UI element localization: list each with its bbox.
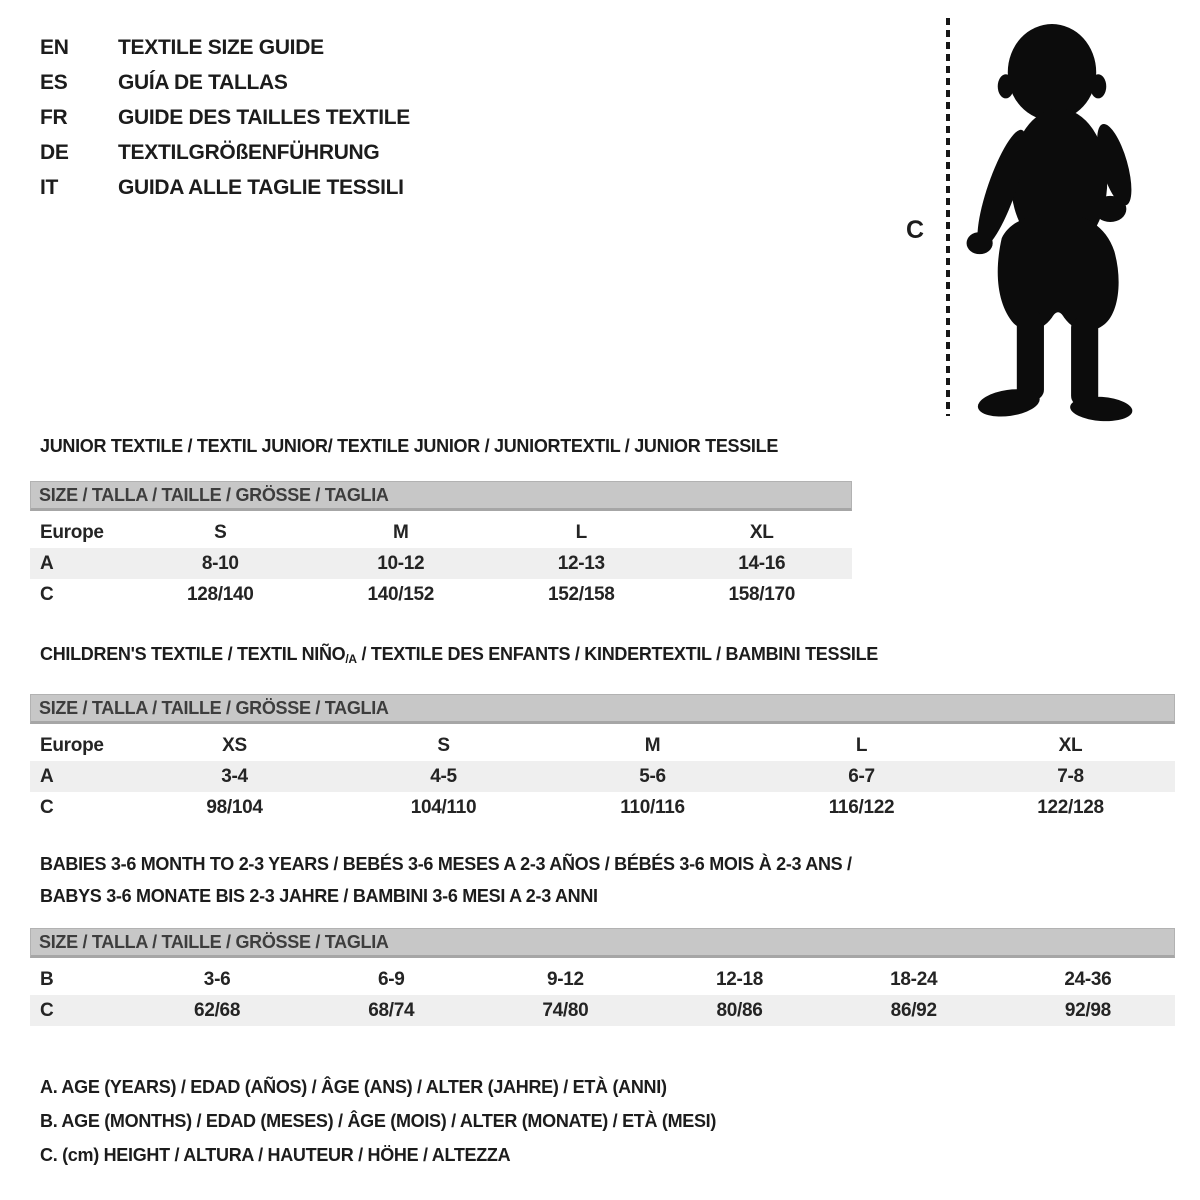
lang-title: GUÍA DE TALLAS — [118, 70, 288, 94]
title-text: CHILDREN'S TEXTILE / TEXTIL NIÑO — [40, 644, 346, 664]
legend-age-years: A. AGE (YEARS) / EDAD (AÑOS) / ÂGE (ANS) / ALTER (JAHRE) / ETÀ (ANNI) — [40, 1077, 667, 1097]
value-cell: 12-18 — [715, 968, 764, 990]
value-cell: 92/98 — [1064, 999, 1111, 1021]
value-cell: 7-8 — [1057, 765, 1084, 787]
section-title — [40, 848, 1175, 912]
title-line-1: BABIES 3-6 MONTH TO 2-3 YEARS / BEBÉS 3-6 MESES A 2-3 AÑOS / BÉBÉS 3-6 MOIS À 2-3 ANS / — [40, 854, 852, 874]
size-table — [30, 964, 1175, 1026]
row-label-cell: A — [40, 552, 54, 574]
title-subscript: /A — [345, 652, 357, 666]
toddler-silhouette-icon — [962, 12, 1146, 424]
value-cell: 128/140 — [186, 583, 254, 605]
lang-code: EN — [40, 35, 69, 59]
value-cell: 62/68 — [194, 999, 241, 1021]
section-babies-textile — [30, 848, 1175, 1026]
value-cell: 110/116 — [620, 796, 685, 818]
lang-title: TEXTILE SIZE GUIDE — [118, 35, 324, 59]
value-cell: XL — [749, 521, 774, 543]
children-size-table-holder — [30, 730, 1175, 823]
columns-header-row — [30, 730, 1175, 761]
value-cell: 12-13 — [557, 552, 605, 574]
value-cell: M — [392, 521, 409, 543]
lang-title: TEXTILGRÖßENFÜHRUNG — [118, 140, 380, 164]
table-row — [30, 548, 852, 579]
lang-row-it — [40, 170, 410, 205]
title-text: / TEXTILE DES ENFANTS / KINDERTEXTIL / BAMBINI TESSILE — [356, 644, 878, 664]
size-header-band: SIZE / TALLA / TAILLE / GRÖSSE / TAGLIA — [30, 481, 852, 511]
value-cell: 9-12 — [546, 968, 584, 990]
value-cell: 24-36 — [1064, 968, 1112, 990]
value-cell: S — [437, 734, 450, 756]
height-measure-dashed-line — [946, 18, 950, 416]
table-row — [30, 964, 1175, 995]
row-label-cell: C — [40, 999, 54, 1021]
size-header-band: SIZE / TALLA / TAILLE / GRÖSSE / TAGLIA — [30, 694, 1175, 724]
value-cell: 3-4 — [221, 765, 248, 787]
size-header-band: SIZE / TALLA / TAILLE / GRÖSSE / TAGLIA — [30, 928, 1175, 958]
value-cell: 98/104 — [206, 796, 263, 818]
legend-height-cm: C. (cm) HEIGHT / ALTURA / HAUTEUR / HÖHE / ALTEZZA — [40, 1145, 511, 1165]
value-cell: 122/128 — [1037, 796, 1104, 818]
value-cell: 8-10 — [201, 552, 239, 574]
value-cell: 4-5 — [430, 765, 457, 787]
table-row — [30, 579, 852, 610]
value-cell: 10-12 — [377, 552, 425, 574]
measure-label-c: C — [906, 216, 924, 244]
table-row — [30, 792, 1175, 823]
row-label-cell: A — [40, 765, 54, 787]
value-cell: 74/80 — [542, 999, 589, 1021]
section-title — [40, 643, 1175, 670]
value-cell: 5-6 — [639, 765, 666, 787]
row-label-cell: B — [40, 968, 54, 990]
language-header — [40, 30, 410, 205]
value-cell: 3-6 — [203, 968, 231, 990]
value-cell: 80/86 — [716, 999, 763, 1021]
lang-code: IT — [40, 175, 59, 199]
legend — [40, 1072, 716, 1174]
value-cell: 86/92 — [890, 999, 937, 1021]
size-table — [30, 730, 1175, 823]
lang-row-de — [40, 135, 410, 170]
value-cell: XS — [222, 734, 247, 756]
value-cell: 68/74 — [368, 999, 415, 1021]
legend-age-months: B. AGE (MONTHS) / EDAD (MESES) / ÂGE (MOIS) / ALTER (MONATE) / ETÀ (MESI) — [40, 1111, 717, 1131]
value-cell: 158/170 — [728, 583, 796, 605]
value-cell: 6-9 — [377, 968, 405, 990]
lang-title: GUIDA ALLE TAGLIE TESSILI — [118, 175, 404, 199]
row-label-cell: C — [40, 796, 54, 818]
junior-size-table-holder — [30, 517, 852, 610]
section-junior-textile — [30, 435, 852, 610]
value-cell: 6-7 — [848, 765, 875, 787]
value-cell: L — [855, 734, 868, 756]
table-row — [30, 995, 1175, 1026]
size-table — [30, 517, 852, 610]
title-line-2: BABYS 3-6 MONATE BIS 2-3 JAHRE / BAMBINI 3-6 MESI A 2-3 ANNI — [40, 886, 598, 906]
lang-code: DE — [40, 140, 69, 164]
value-cell: 152/158 — [547, 583, 615, 605]
lang-code: ES — [40, 70, 68, 94]
section-title: JUNIOR TEXTILE / TEXTIL JUNIOR/ TEXTILE JUNIOR / JUNIORTEXTIL / JUNIOR TESSILE — [40, 436, 779, 456]
row-label-cell: Europe — [40, 734, 104, 756]
value-cell: 116/122 — [828, 796, 895, 818]
value-cell: 104/110 — [410, 796, 477, 818]
value-cell: XL — [1058, 734, 1083, 756]
value-cell: M — [644, 734, 661, 756]
row-label-cell: Europe — [40, 521, 104, 543]
columns-header-row — [30, 517, 852, 548]
value-cell: S — [214, 521, 227, 543]
value-cell: 14-16 — [738, 552, 786, 574]
table-row — [30, 761, 1175, 792]
section-childrens-textile — [30, 643, 1175, 823]
value-cell: L — [575, 521, 587, 543]
lang-row-en — [40, 30, 410, 65]
value-cell: 140/152 — [367, 583, 435, 605]
lang-code: FR — [40, 105, 68, 129]
lang-title: GUIDE DES TAILLES TEXTILE — [118, 105, 410, 129]
value-cell: 18-24 — [890, 968, 938, 990]
babies-size-table-holder — [30, 964, 1175, 1026]
lang-row-fr — [40, 100, 410, 135]
lang-row-es — [40, 65, 410, 100]
row-label-cell: C — [40, 583, 54, 605]
